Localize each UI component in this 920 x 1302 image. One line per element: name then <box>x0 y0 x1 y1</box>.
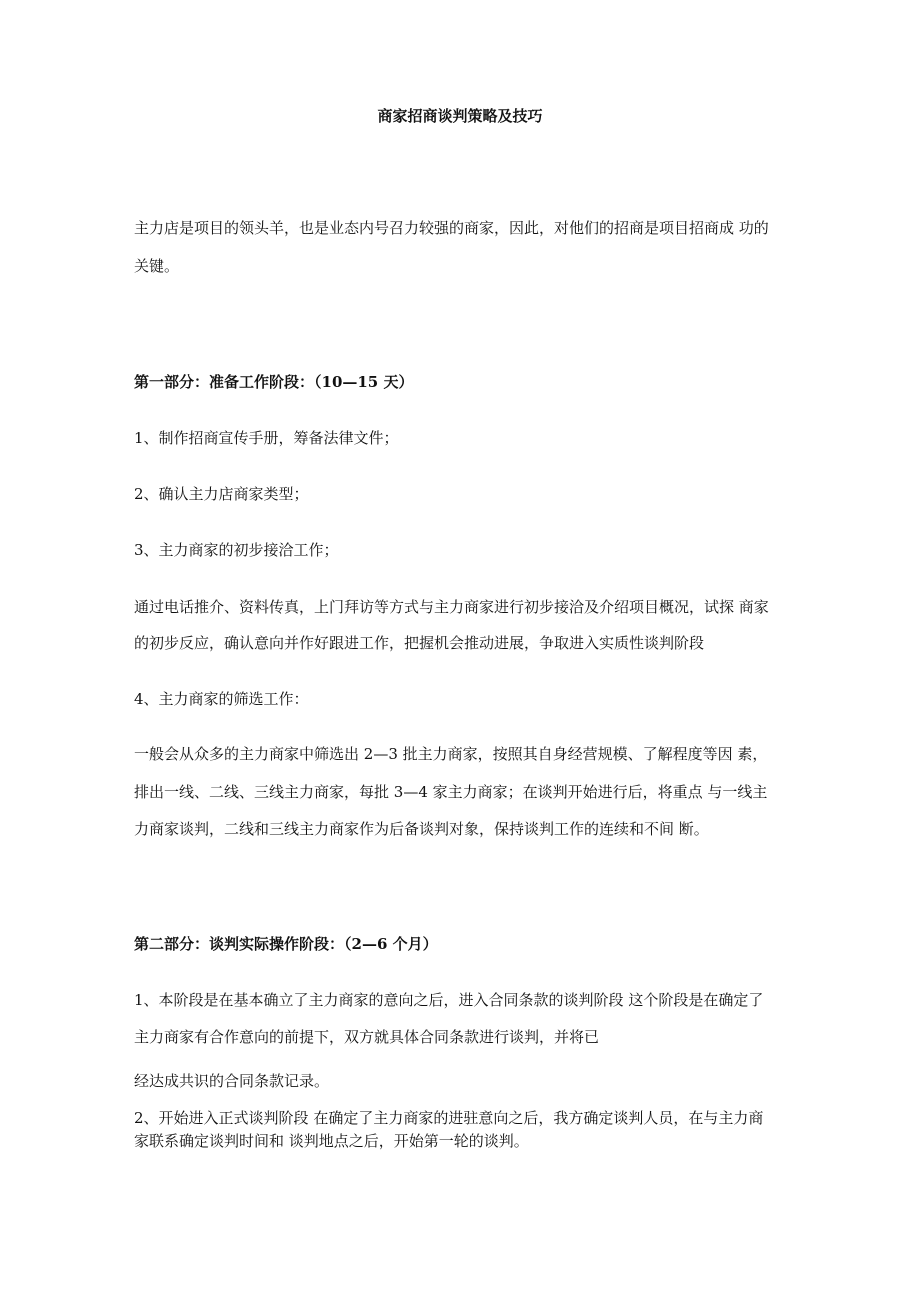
part1-item-1: 1、制作招商宣传手册，筹备法律文件； <box>134 429 399 447</box>
part1-item-4-detail-line-3: 力商家谈判，二线和三线主力商家作为后备谈判对象，保持谈判工作的连续和不间 断。 <box>134 820 709 838</box>
document-title: 商家招商谈判策略及技巧 <box>377 107 543 125</box>
intro-line-1: 主力店是项目的领头羊，也是业态内号召力较强的商家，因此，对他们的招商是项目招商成 功的 <box>134 219 769 237</box>
part1-item-4-detail-line-2: 排出一线、二线、三线主力商家，每批 3—4 家主力商家；在谈判开始进行后，将重点 与一线主 <box>134 783 768 801</box>
part1-item-3-detail-line-1: 通过电话推介、资料传真，上门拜访等方式与主力商家进行初步接洽及介绍项目概况，试探 商家 <box>134 598 769 616</box>
part1-item-2: 2、确认主力店商家类型； <box>134 485 309 503</box>
part1-item-4: 4、主力商家的筛选工作： <box>134 690 309 708</box>
part2-item-1-line-2: 主力商家有合作意向的前提下，双方就具体合同条款进行谈判，并将已 <box>134 1028 600 1046</box>
part1-item-3-detail-line-2: 的初步反应，确认意向并作好跟进工作，把握机会推动进展，争取进入实质性谈判阶段 <box>134 634 705 652</box>
part2-heading: 第二部分：谈判实际操作阶段：（2—6 个月） <box>134 935 438 953</box>
part2-item-2-line-1: 2、开始进入正式谈判阶段 在确定了主力商家的进驻意向之后，我方确定谈判人员，在与主力商 <box>134 1109 764 1127</box>
part2-item-1-line-1: 1、本阶段是在基本确立了主力商家的意向之后，进入合同条款的谈判阶段 这个阶段是在确定了 <box>134 991 764 1009</box>
part1-item-3: 3、主力商家的初步接洽工作； <box>134 541 339 559</box>
intro-line-2: 关键。 <box>134 257 180 275</box>
part2-item-1-line-3: 经达成共识的合同条款记录。 <box>134 1072 330 1090</box>
part1-item-4-detail-line-1: 一般会从众多的主力商家中筛选出 2—3 批主力商家，按照其自身经营规模、了解程度等因 素， <box>134 745 768 763</box>
part2-item-2-line-2: 家联系确定谈判时间和 谈判地点之后，开始第一轮的谈判。 <box>134 1132 529 1150</box>
part1-heading: 第一部分：准备工作阶段：（10—15 天） <box>134 373 414 391</box>
